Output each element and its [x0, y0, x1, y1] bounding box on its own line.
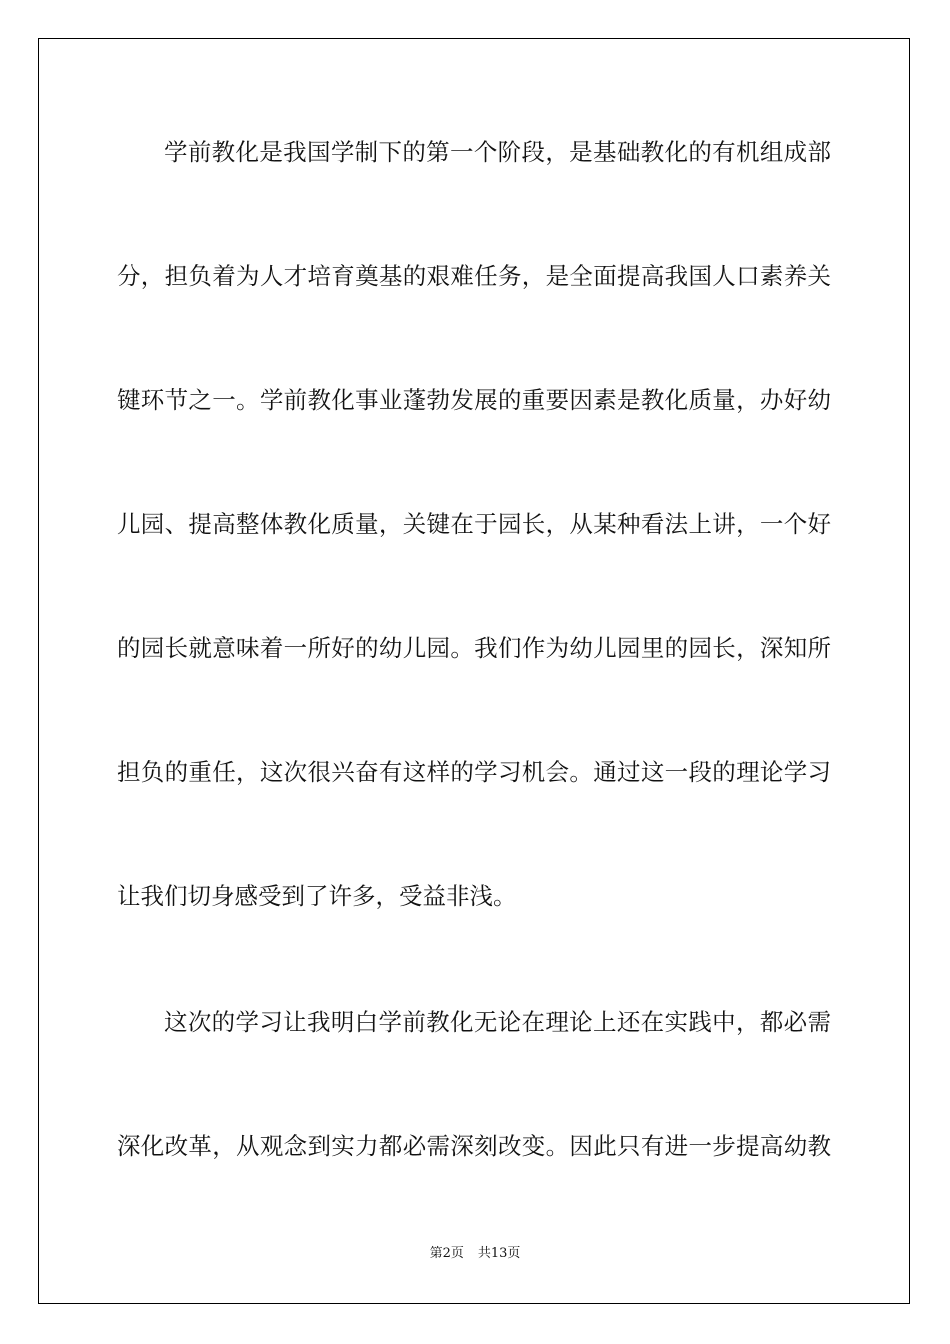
text-line: 键环节之一。学前教化事业蓬勃发展的重要因素是教化质量，办好幼 — [117, 386, 831, 414]
text-line: 学前教化是我国学制下的第一个阶段，是基础教化的有机组成部 — [164, 138, 831, 166]
page-border — [38, 38, 910, 1304]
page-number: 第2页 — [429, 1246, 464, 1261]
text-line: 儿园、提高整体教化质量，关键在于园长，从某种看法上讲，一个好 — [117, 510, 831, 538]
page-total: 共13页 — [477, 1246, 521, 1261]
text-line: 的园长就意味着一所好的幼儿园。我们作为幼儿园里的园长，深知所 — [117, 634, 831, 662]
text-line: 这次的学习让我明白学前教化无论在理论上还在实践中，都必需 — [164, 1008, 831, 1036]
text-line: 分，担负着为人才培育奠基的艰难任务，是全面提高我国人口素养关 — [117, 262, 831, 290]
text-line: 担负的重任，这次很兴奋有这样的学习机会。通过这一段的理论学习 — [117, 758, 831, 786]
page-footer — [0, 1245, 950, 1263]
text-line: 让我们切身感受到了许多，受益非浅。 — [117, 882, 517, 910]
text-line: 深化改革，从观念到实力都必需深刻改变。因此只有进一步提高幼教 — [117, 1132, 831, 1160]
